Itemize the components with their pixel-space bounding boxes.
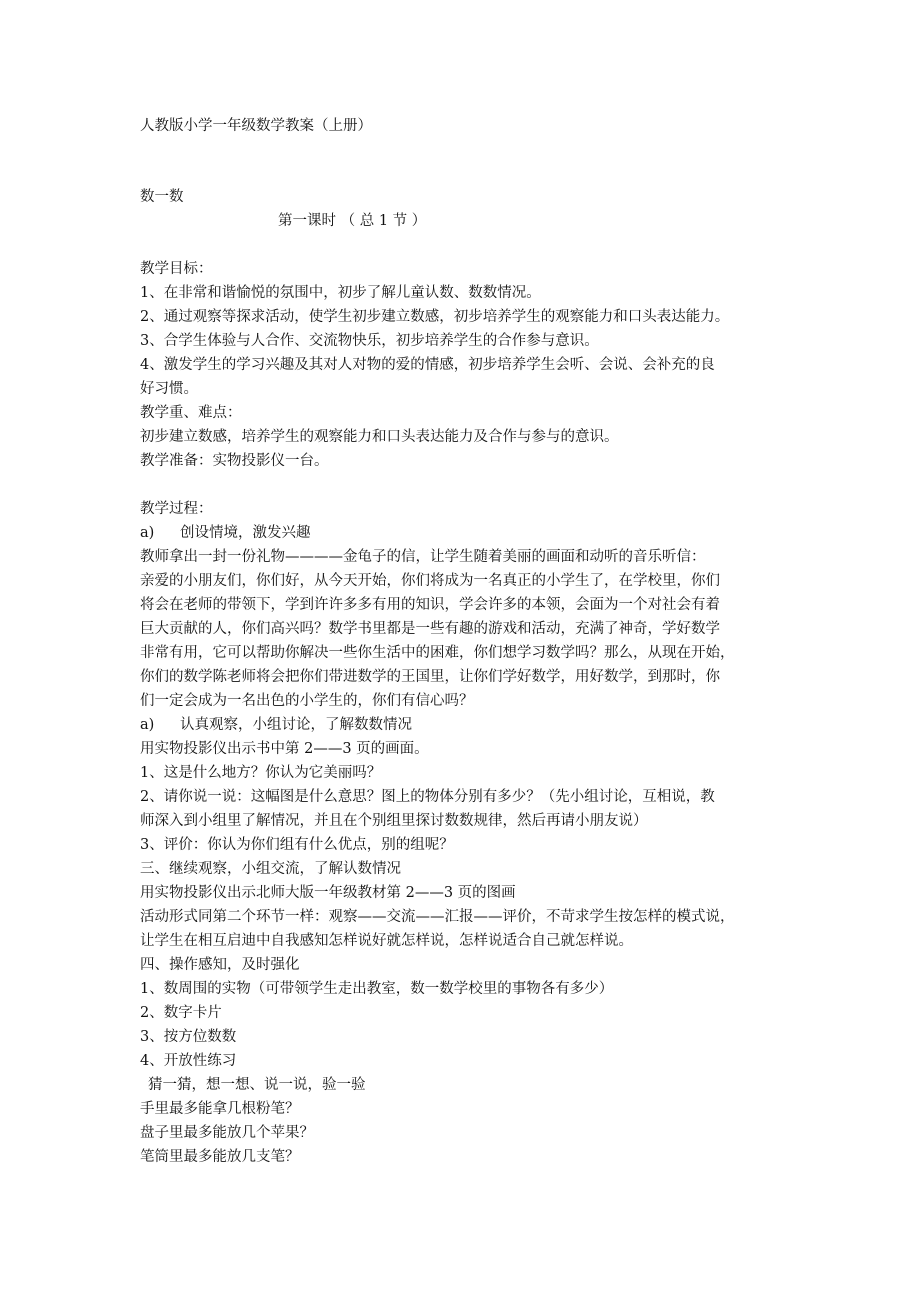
- step1-line: 亲爱的小朋友们，你们好，从今天开始，你们将成为一名真正的小学生了，在学校里，你们: [140, 573, 720, 589]
- step1-line: 将会在老师的带领下，学到许许多多有用的知识，学会许多的本领，会面为一个对社会有着: [140, 597, 720, 613]
- objectives-heading: 教学目标：: [140, 261, 213, 277]
- step1-marker: a): [140, 525, 155, 541]
- process-heading: 教学过程：: [140, 501, 213, 517]
- step2-marker: a): [140, 717, 155, 733]
- objective-item: 2、通过观察等探求活动，使学生初步建立数感，初步培养学生的观察能力和口头表达能力。: [140, 309, 730, 325]
- step4-line: 笔筒里最多能放几支笔？: [140, 1149, 300, 1165]
- objective-item: 1、在非常和谐愉悦的氛围中，初步了解儿童认数、数数情况。: [140, 285, 541, 301]
- step1-heading: [140, 523, 800, 543]
- section-title: 数一数: [140, 189, 184, 205]
- key-points-heading: 教学重、难点：: [140, 405, 242, 421]
- objective-item: 3、合学生体验与人合作、交流物快乐，初步培养学生的合作参与意识。: [140, 333, 599, 349]
- document-title: 人教版小学一年级数学教案（上册）: [140, 118, 372, 134]
- step3-line: 让学生在相互启迪中自我感知怎样说好就怎样说，怎样说适合自己就怎样说。: [140, 933, 633, 949]
- step4-line: 猜一猜，想一想、说一说，验一验: [148, 1077, 366, 1093]
- step1-line: 你们的数学陈老师将会把你们带进数学的王国里，让你们学好数学，用好数学，到那时，你: [140, 669, 720, 685]
- objective-item: 好习惯。: [140, 381, 198, 397]
- step2-line: 用实物投影仪出示书中第 2——3 页的画面。: [140, 741, 429, 757]
- step2-line: 师深入到小组里了解情况，并且在个别组里探讨数数规律，然后再请小朋友说）: [140, 813, 648, 829]
- step4-line: 4、开放性练习: [140, 1053, 237, 1069]
- step4-title: 四、操作感知，及时强化: [140, 957, 300, 973]
- step3-title: 三、继续观察，小组交流，了解认数情况: [140, 861, 401, 877]
- step2-line: 3、评价：你认为你们组有什么优点，别的组呢？: [140, 837, 454, 853]
- key-points-text: 初步建立数感，培养学生的观察能力和口头表达能力及合作与参与的意识。: [140, 429, 619, 445]
- step1-line: 巨大贡献的人，你们高兴吗？数学书里都是一些有趣的游戏和活动，充满了神奇，学好数学: [140, 621, 720, 637]
- step1-line: 非常有用，它可以帮助你解决一些你生活中的困难，你们想学习数学吗？那么，从现在开始，: [140, 645, 735, 661]
- step2-line: 2、请你说一说：这幅图是什么意思？图上的物体分别有多少？（先小组讨论，互相说，教: [140, 789, 715, 805]
- step2-title: 认真观察，小组讨论，了解数数情况: [180, 717, 412, 733]
- step3-line: 用实物投影仪出示北师大版一年级教材第 2——3 页的图画: [140, 885, 516, 901]
- step2-heading: [140, 715, 800, 735]
- step4-line: 2、数字卡片: [140, 1005, 222, 1021]
- step3-line: 活动形式同第二个环节一样：观察——交流——汇报——评价，不苛求学生按怎样的模式说，: [140, 909, 735, 925]
- step1-line: 教师拿出一封一份礼物————金龟子的信，让学生随着美丽的画面和动听的音乐听信：: [140, 549, 706, 565]
- preparation-text: 教学准备：实物投影仪一台。: [140, 453, 329, 469]
- step4-line: 1、数周围的实物（可带领学生走出教室，数一数学校里的事物各有多少）: [140, 981, 614, 997]
- step4-line: 手里最多能拿几根粉笔？: [140, 1101, 300, 1117]
- lesson-label: 第一课时 （ 总 1 节 ）: [278, 213, 427, 229]
- step2-line: 1、这是什么地方？你认为它美丽吗？: [140, 765, 382, 781]
- step1-title: 创设情境，激发兴趣: [180, 525, 311, 541]
- objective-item: 4、激发学生的学习兴趣及其对人对物的爱的情感，初步培养学生会听、会说、会补充的良: [140, 357, 715, 373]
- step1-line: 们一定会成为一名出色的小学生的，你们有信心吗？: [140, 693, 474, 709]
- step4-line: 盘子里最多能放几个苹果？: [140, 1125, 314, 1141]
- step4-line: 3、按方位数数: [140, 1029, 237, 1045]
